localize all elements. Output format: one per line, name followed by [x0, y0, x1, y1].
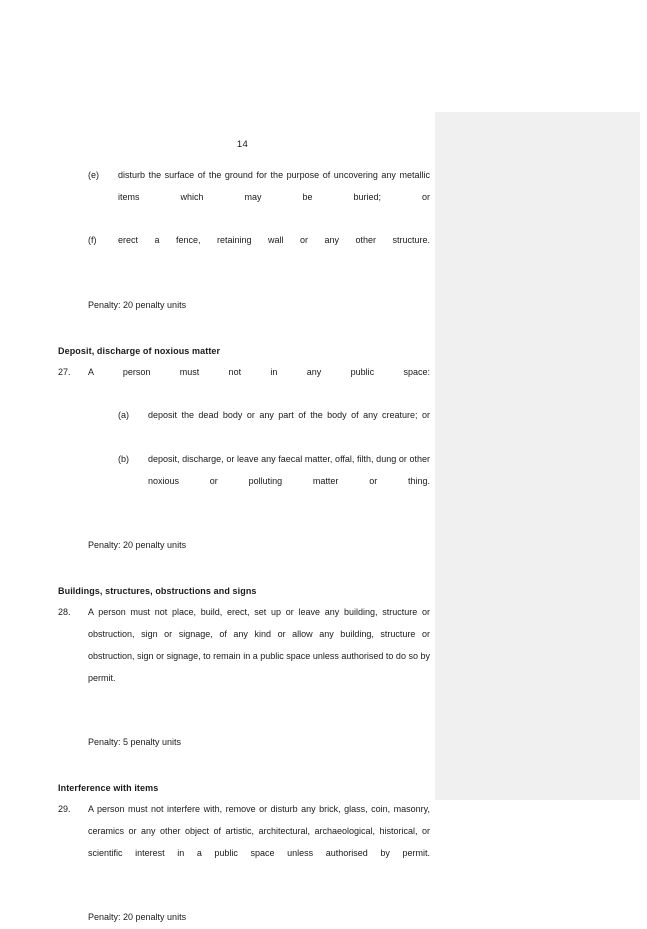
clause-text: A person must not place, build, erect, set up or leave any building, structure or obstruction, sign or signage, of any kind or allow any building, structure or obstruction, sign or signage, to remain in a public space unless authorised to do so by permit.: [88, 607, 430, 683]
penalty-text: Penalty: 20 penalty units: [88, 912, 187, 923]
clause-body: [58, 799, 430, 886]
penalty-text: Penalty: 20 penalty units: [88, 540, 187, 551]
section-29: [58, 778, 430, 929]
list-item: [58, 449, 430, 514]
clause-text: A person must not interfere with, remove or disturb any brick, glass, coin, masonry, ceramics or any other object of artistic, architectural, archaeological, historical, or scientific interest in a public space unless authorised by permit.: [88, 803, 430, 858]
section-heading: Buildings, structures, obstructions and signs: [58, 586, 257, 597]
clause-lead-in: [58, 362, 430, 406]
list-item: [58, 230, 430, 274]
document-content: [58, 165, 430, 929]
list-item-text: erect a fence, retaining wall or any other structure.: [118, 235, 430, 246]
clause-number: 29.: [58, 803, 71, 814]
list-item-text: disturb the surface of the ground for the purpose of uncovering any metallic items which may be buried; or: [118, 170, 430, 202]
list-item: [58, 405, 430, 449]
clause-body: [58, 602, 430, 711]
list-item-text: deposit the dead body or any part of the body of any creature; or: [148, 410, 430, 421]
section-heading: Deposit, discharge of noxious matter: [58, 345, 221, 356]
list-item-label: (f): [88, 235, 97, 246]
clause-number: 28.: [58, 607, 71, 618]
page-number: 14: [236, 139, 249, 150]
penalty-text: Penalty: 20 penalty units: [88, 299, 187, 310]
list-item: [58, 165, 430, 230]
list-item-text: deposit, discharge, or leave any faecal matter, offal, filth, dung or other noxious or polluting matter or thing.: [148, 453, 430, 486]
continued-clause-block: [58, 165, 430, 317]
clause-text: A person must not in any public space:: [88, 366, 430, 377]
section-heading: Interference with items: [58, 782, 159, 793]
list-item-label: (a): [118, 410, 129, 421]
section-28: [58, 581, 430, 754]
list-item-label: (b): [118, 453, 129, 464]
list-item-label: (e): [88, 170, 99, 180]
clause-number: 27.: [58, 366, 71, 377]
section-27: [58, 341, 430, 557]
penalty-text: Penalty: 5 penalty units: [88, 737, 182, 748]
